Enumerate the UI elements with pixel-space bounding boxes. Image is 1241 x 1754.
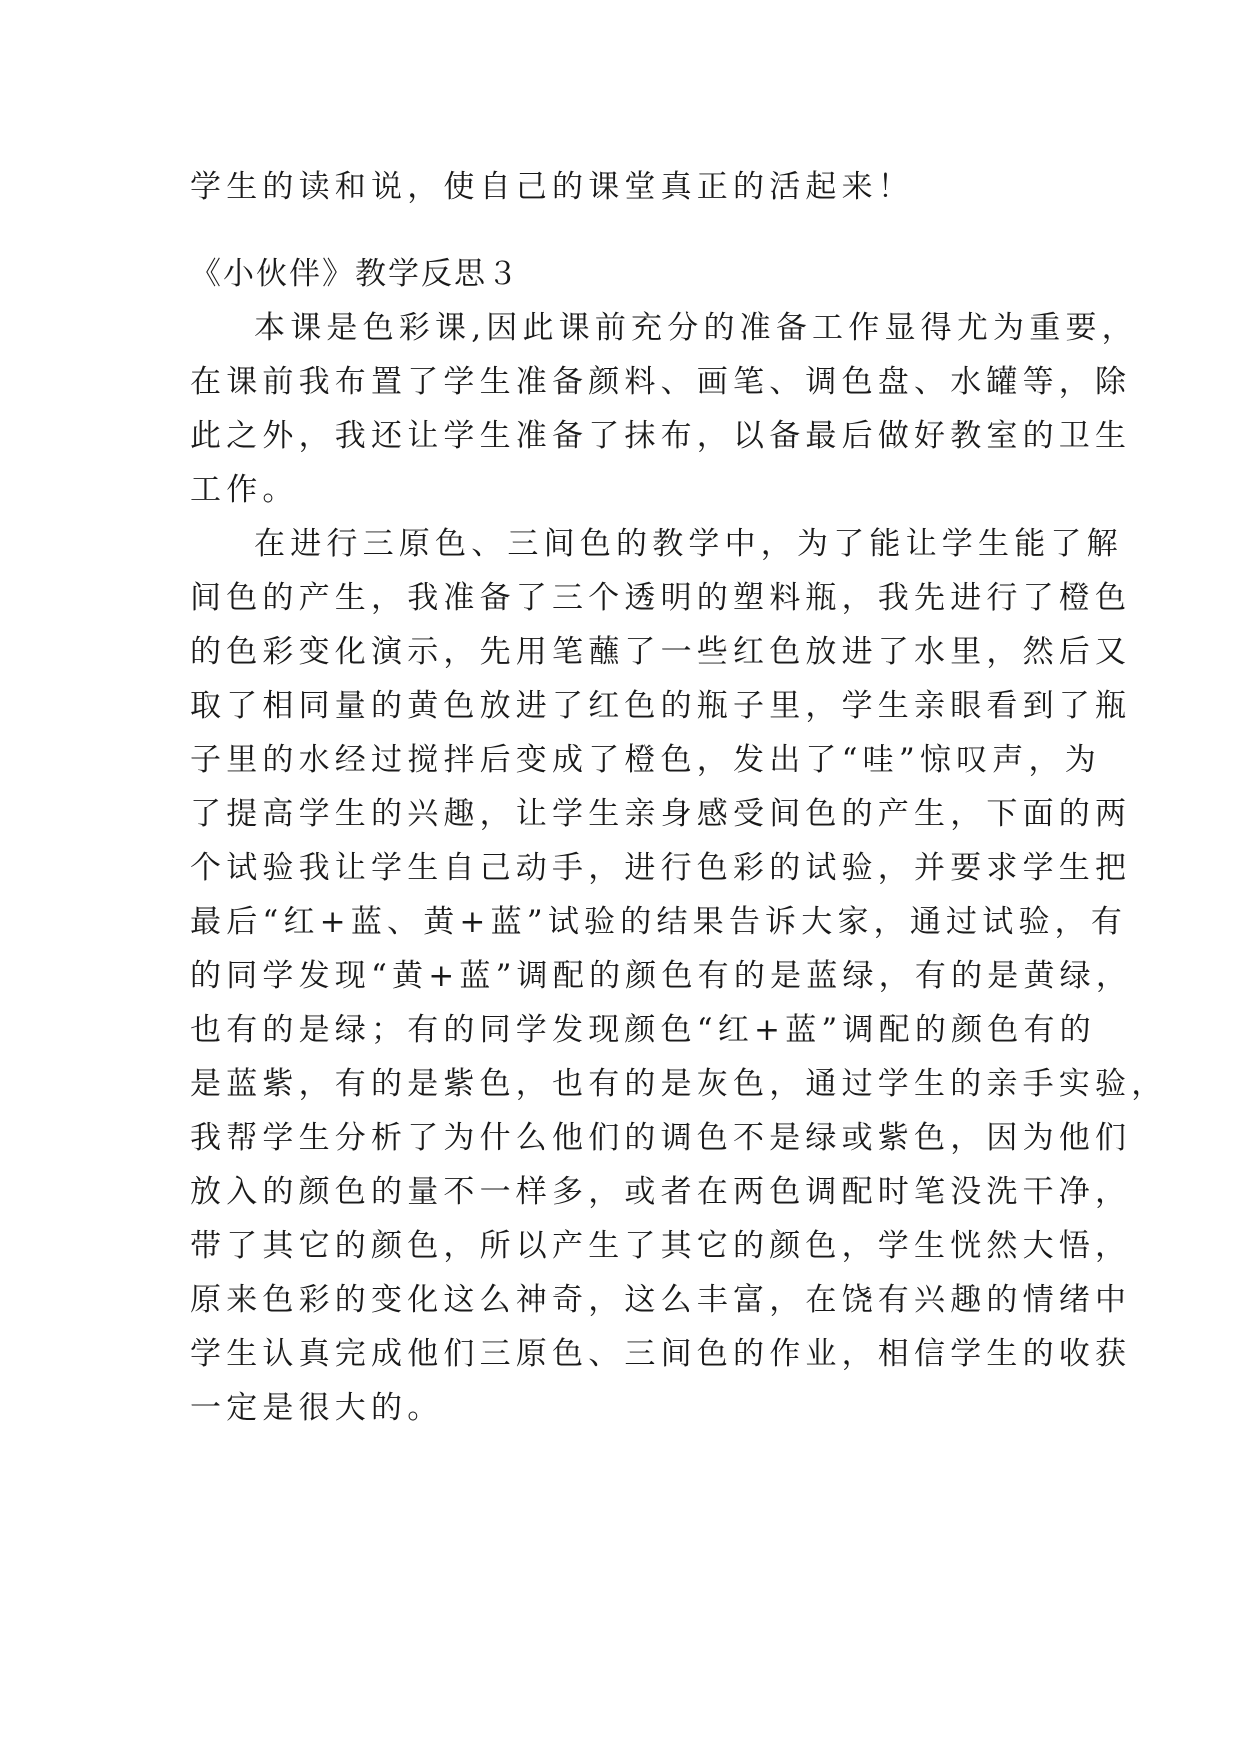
section-heading: 《小伙伴》教学反思３ [190,256,520,292]
text-line: 的同学发现“黄+蓝”调配的颜色有的是蓝绿，有的是黄绿， [190,958,1133,994]
text-line: 学生的读和说，使自己的课堂真正的活起来！ [190,169,914,205]
text-line: 间色的产生，我准备了三个透明的塑料瓶，我先进行了橙色 [190,580,1132,616]
text-line: 最后“红+蓝、黄+蓝”试验的结果告诉大家，通过试验，有 [190,904,1128,940]
text-line: 在进行三原色、三间色的教学中，为了能让学生能了解 [254,526,1123,562]
text-line: 原来色彩的变化这么神奇，这么丰富，在饶有兴趣的情绪中 [190,1282,1132,1318]
text-line: 是蓝紫，有的是紫色，也有的是灰色，通过学生的亲手实验， [190,1066,1168,1102]
text-line: 工作。 [190,472,299,508]
text-line: 了提高学生的兴趣，让学生亲身感受间色的产生，下面的两 [190,796,1132,832]
text-line: 也有的是绿；有的同学发现颜色“红+蓝”调配的颜色有的 [190,1012,1096,1048]
text-line: 此之外，我还让学生准备了抹布，以备最后做好教室的卫生 [190,418,1132,454]
text-line: 本课是色彩课,因此课前充分的准备工作显得尤为重要， [254,310,1138,346]
text-line: 子里的水经过搅拌后变成了橙色，发出了“哇”惊叹声，为 [190,742,1101,778]
text-line: 放入的颜色的量不一样多，或者在两色调配时笔没洗干净， [190,1174,1132,1210]
text-line: 学生认真完成他们三原色、三间色的作业，相信学生的收获 [190,1336,1132,1372]
text-line: 我帮学生分析了为什么他们的调色不是绿或紫色，因为他们 [190,1120,1132,1156]
text-line: 取了相同量的黄色放进了红色的瓶子里，学生亲眼看到了瓶 [190,688,1132,724]
text-line: 的色彩变化演示，先用笔蘸了一些红色放进了水里，然后又 [190,634,1132,670]
text-line: 在课前我布置了学生准备颜料、画笔、调色盘、水罐等，除 [190,364,1132,400]
text-line: 带了其它的颜色，所以产生了其它的颜色，学生恍然大悟， [190,1228,1132,1264]
text-line: 一定是很大的。 [190,1390,444,1426]
text-line: 个试验我让学生自己动手，进行色彩的试验，并要求学生把 [190,850,1132,886]
